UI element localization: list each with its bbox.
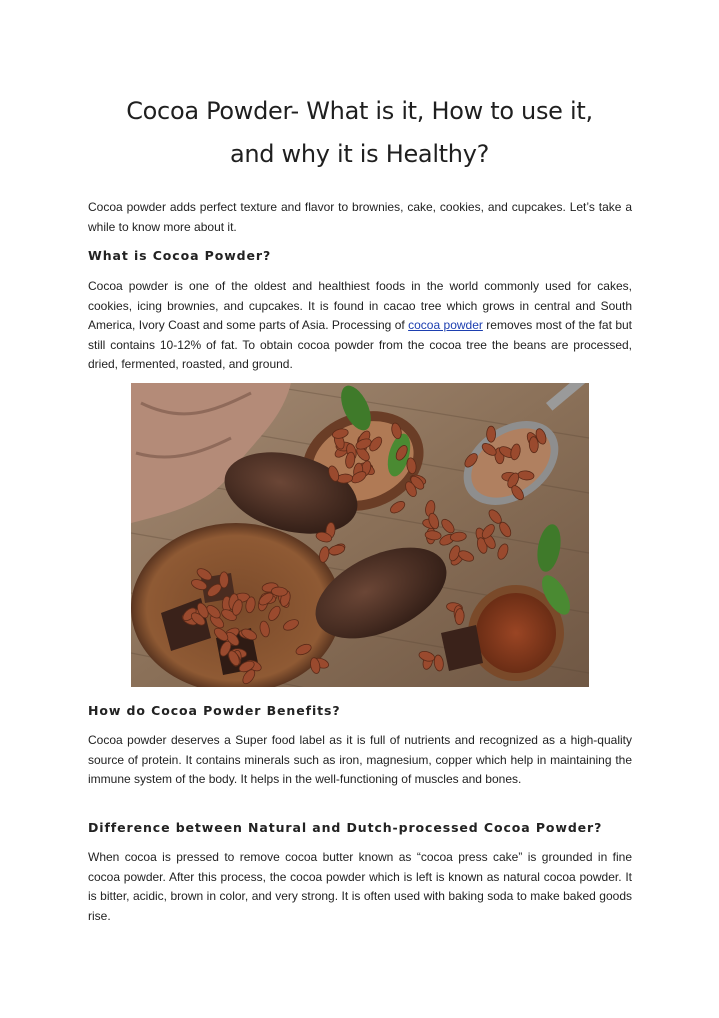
cocoa-bean: [487, 426, 496, 442]
cocoa-beans-photo: [131, 383, 589, 687]
difference-paragraph: When cocoa is pressed to remove cocoa butter known as “cocoa press cake” is grounded in fine cocoa powder. After this process, the cocoa powder which is left is known as natural cocoa powder. It is bitter, acidic, brown in color, and very strong. It is often used with baking soda to make baked goods rise.: [88, 850, 632, 923]
section-heading-difference: Difference between Natural and Dutch-processed Cocoa Powder?: [88, 820, 603, 835]
cocoa-bean: [220, 572, 229, 588]
cocoa-powder-link[interactable]: cocoa powder: [408, 318, 483, 333]
what-is-paragraph: [88, 277, 632, 375]
title-line-2: and why it is Healthy?: [229, 140, 490, 168]
title-line-1: Cocoa Powder- What is it, How to use it,: [126, 97, 593, 125]
section-heading-what-is: What is Cocoa Powder?: [88, 248, 272, 263]
intro-paragraph: Cocoa powder adds perfect texture and flavor to brownies, cake, cookies, and cupcakes. Let’s take a while to know more about it.: [88, 200, 632, 234]
what-is-text-1: Cocoa powder is one of the oldest and healthiest foods in the world commonly used for cakes, cookies, icing brownies, and cupcakes. It is found in cacao tree which grows in central and South America, Ivory Coast and some parts of Asia. Processing of: [88, 279, 632, 333]
benefits-paragraph: Cocoa powder deserves a Super food label as it is full of nutrients and recognized as a high-quality source of protein. It contains minerals such as iron, magnesium, copper which help in maintaining the immune system of the body. It helps in the well-functioning of muscles and bones.: [88, 733, 632, 787]
what-is-text-2: removes most of the fat but still contains 10-12% of fat. To obtain cocoa powder from the cocoa tree the beans are processed, dried, fermented, roasted, and ground.: [88, 318, 632, 372]
page-title: [60, 90, 659, 176]
section-heading-benefits: How do Cocoa Powder Benefits?: [88, 703, 341, 718]
